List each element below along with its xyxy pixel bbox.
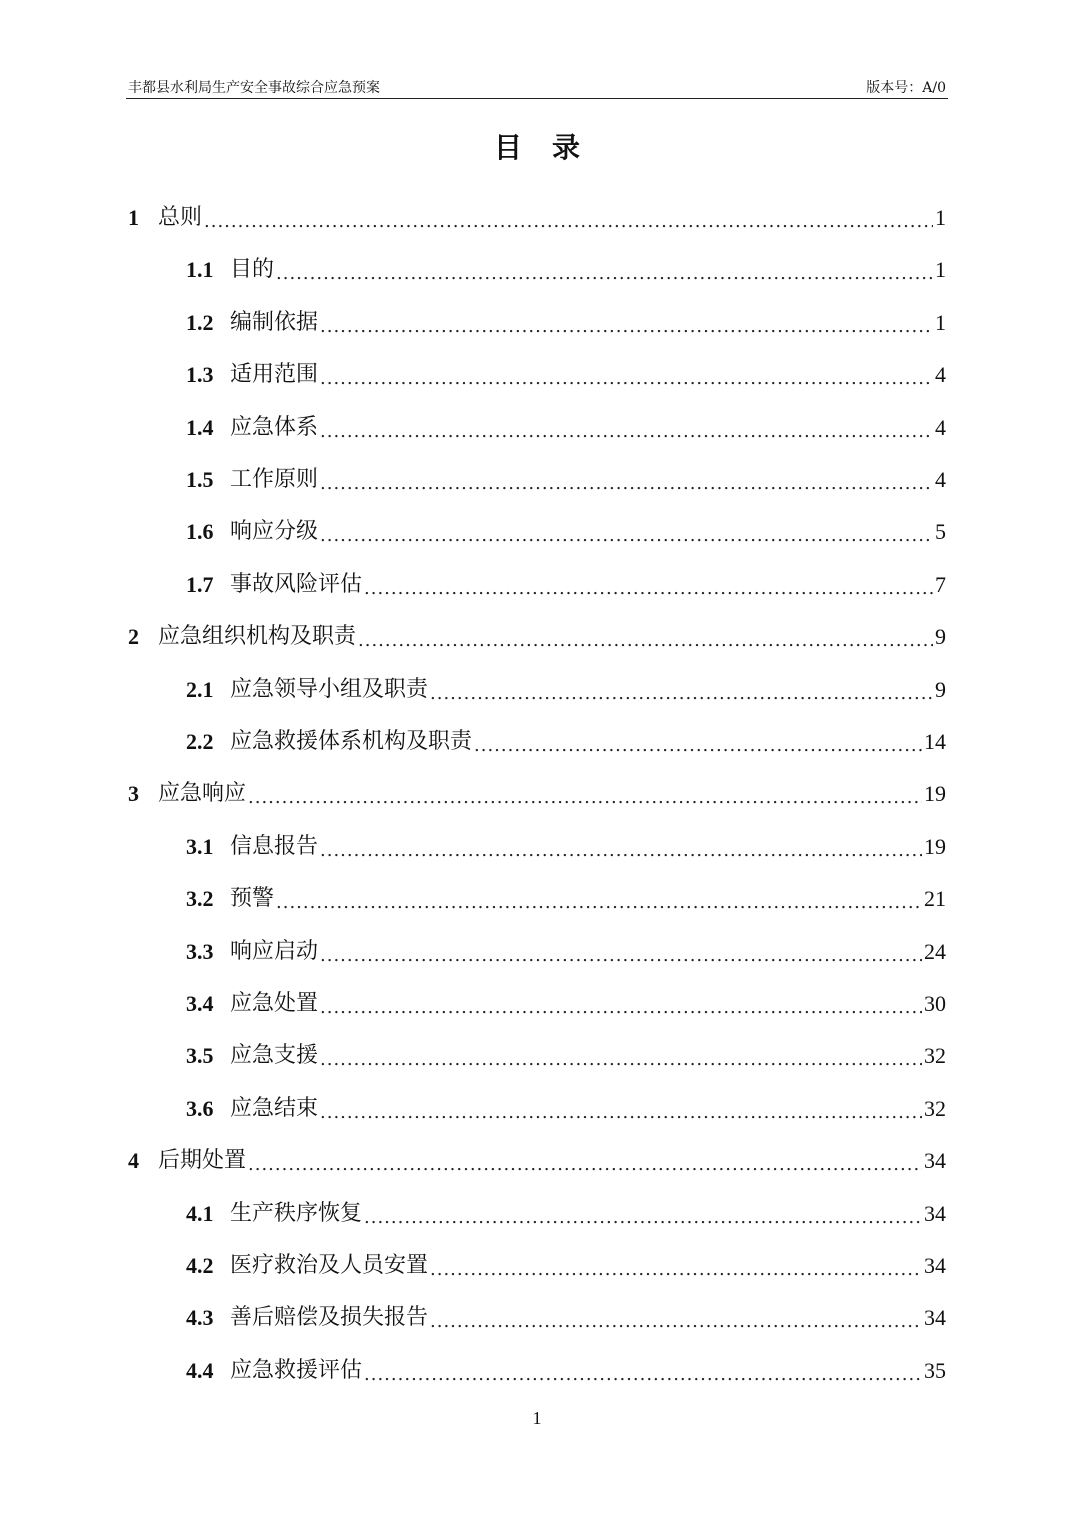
toc-leader-dots <box>320 832 922 862</box>
toc-entry-page: 32 <box>924 1043 946 1068</box>
toc-entry-number: 3.3 <box>186 939 214 964</box>
toc-entry[interactable] <box>186 413 946 443</box>
toc-leader-dots <box>276 255 933 285</box>
toc-entry-number: 3.6 <box>186 1096 214 1121</box>
toc-entry-page: 21 <box>924 886 946 911</box>
toc-leader-dots <box>248 779 922 809</box>
toc-entry-number: 1.2 <box>186 310 214 335</box>
toc-entry[interactable] <box>186 1041 946 1071</box>
toc-entry[interactable] <box>186 255 946 285</box>
toc-leader-dots <box>320 989 922 1019</box>
toc-entry-page: 5 <box>935 519 946 544</box>
toc-leader-dots <box>320 1041 922 1071</box>
toc-entry-label: 应急支援 <box>230 1043 319 1068</box>
toc-entry-label: 应急领导小组及职责 <box>230 677 429 702</box>
toc-entry[interactable] <box>128 203 946 233</box>
document-title: 丰都县水利局生产安全事故综合应急预案 <box>128 80 380 96</box>
toc-entry[interactable] <box>128 622 946 652</box>
toc-entry-label: 生产秩序恢复 <box>230 1201 363 1226</box>
toc-entry-label: 应急体系 <box>230 415 319 440</box>
toc-entry-number: 4.4 <box>186 1358 214 1383</box>
toc-entry-number: 1.6 <box>186 519 214 544</box>
toc-leader-dots <box>204 203 933 233</box>
toc-leader-dots <box>320 308 933 338</box>
toc-leader-dots <box>358 622 933 652</box>
toc-entry[interactable] <box>186 989 946 1019</box>
toc-entry-page: 24 <box>924 939 946 964</box>
toc-leader-dots <box>320 465 933 495</box>
toc-entry[interactable] <box>186 465 946 495</box>
toc-entry-number: 4.2 <box>186 1253 214 1278</box>
toc-entry-page: 34 <box>924 1148 946 1173</box>
toc-entry-label: 应急结束 <box>230 1096 319 1121</box>
toc-leader-dots <box>320 1094 922 1124</box>
toc-entry[interactable] <box>186 937 946 967</box>
toc-entry-number: 3.5 <box>186 1043 214 1068</box>
toc-entry-number: 1.1 <box>186 257 214 282</box>
toc-entry-label: 目的 <box>230 257 275 282</box>
toc-entry-number: 1.5 <box>186 467 214 492</box>
toc-entry-label: 善后赔偿及损失报告 <box>230 1305 429 1330</box>
toc-entry-page: 34 <box>924 1253 946 1278</box>
toc-entry[interactable] <box>186 570 946 600</box>
toc-entry[interactable] <box>186 1094 946 1124</box>
toc-title: 目录 <box>493 131 610 164</box>
toc-entry-page: 9 <box>935 624 946 649</box>
toc-entry-page: 1 <box>935 205 946 230</box>
toc-entry-label: 响应分级 <box>230 519 319 544</box>
toc-entry-label: 应急处置 <box>230 991 319 1016</box>
toc-entry[interactable] <box>186 1356 946 1386</box>
toc-entry-label: 编制依据 <box>230 310 319 335</box>
toc-entry-page: 19 <box>924 834 946 859</box>
toc-entry[interactable] <box>186 360 946 390</box>
toc-entry-page: 34 <box>924 1201 946 1226</box>
toc-entry-label: 医疗救治及人员安置 <box>230 1253 429 1278</box>
toc-entry-page: 32 <box>924 1096 946 1121</box>
toc-entry-label: 响应启动 <box>230 939 319 964</box>
toc-entry-label: 适用范围 <box>230 362 319 387</box>
toc-leader-dots <box>430 1303 922 1333</box>
toc-entry-label: 应急救援评估 <box>230 1358 363 1383</box>
toc-entry-number: 2.1 <box>186 677 214 702</box>
page-number: 1 <box>532 1408 542 1428</box>
toc-entry-page: 9 <box>935 677 946 702</box>
toc-entry-label: 后期处置 <box>158 1148 247 1173</box>
toc-entry-number: 3 <box>128 781 139 806</box>
toc-entry-page: 35 <box>924 1358 946 1383</box>
toc-leader-dots <box>320 360 933 390</box>
toc-entry-page: 34 <box>924 1305 946 1330</box>
toc-entry-number: 1.7 <box>186 572 214 597</box>
toc-entry-number: 1.3 <box>186 362 214 387</box>
toc-leader-dots <box>430 1251 922 1281</box>
toc-entry[interactable] <box>186 308 946 338</box>
toc-entry-label: 应急救援体系机构及职责 <box>230 729 473 754</box>
toc-entry-label: 总则 <box>158 205 203 230</box>
toc-entry[interactable] <box>128 1146 946 1176</box>
toc-leader-dots <box>364 1199 922 1229</box>
toc-entry-number: 4.3 <box>186 1305 214 1330</box>
toc-leader-dots <box>320 937 922 967</box>
toc-entry-page: 19 <box>924 781 946 806</box>
toc-leader-dots <box>474 727 922 757</box>
toc-entry-page: 4 <box>935 362 946 387</box>
toc-entry-page: 30 <box>924 991 946 1016</box>
toc-entry-page: 1 <box>935 257 946 282</box>
toc-entry[interactable] <box>186 884 946 914</box>
toc-entry[interactable] <box>186 832 946 862</box>
toc-entry[interactable] <box>128 779 946 809</box>
toc-entry-label: 工作原则 <box>230 467 319 492</box>
version-number: 版本号：A/0 <box>866 80 946 96</box>
toc-entry-number: 1 <box>128 205 139 230</box>
toc-leader-dots <box>364 1356 922 1386</box>
toc-entry[interactable] <box>186 727 946 757</box>
toc-entry-number: 2.2 <box>186 729 214 754</box>
toc-entry[interactable] <box>186 1303 946 1333</box>
toc-entry-label: 应急响应 <box>158 781 247 806</box>
toc-entry-label: 信息报告 <box>230 834 319 859</box>
toc-entry-number: 4 <box>128 1148 139 1173</box>
toc-entry-number: 3.1 <box>186 834 214 859</box>
toc-entry-number: 3.4 <box>186 991 214 1016</box>
toc-entry[interactable] <box>186 1199 946 1229</box>
toc-entry-page: 14 <box>924 729 946 754</box>
toc-entry[interactable] <box>186 1251 946 1281</box>
toc-entry[interactable] <box>186 675 946 705</box>
toc-leader-dots <box>276 884 922 914</box>
toc-entry-label: 预警 <box>230 886 275 911</box>
toc-leader-dots <box>248 1146 922 1176</box>
toc-entry-number: 4.1 <box>186 1201 214 1226</box>
toc-entry-page: 1 <box>935 310 946 335</box>
toc-leader-dots <box>364 570 933 600</box>
toc-entry-page: 4 <box>935 467 946 492</box>
toc-entry-number: 2 <box>128 624 139 649</box>
toc-leader-dots <box>320 413 933 443</box>
toc-entry-label: 事故风险评估 <box>230 572 363 597</box>
toc-entry-page: 4 <box>935 415 946 440</box>
page-header <box>126 78 948 99</box>
toc-entry-number: 3.2 <box>186 886 214 911</box>
toc-entry[interactable] <box>186 517 946 547</box>
toc-leader-dots <box>430 675 933 705</box>
toc-entry-label: 应急组织机构及职责 <box>158 624 357 649</box>
toc-entry-page: 7 <box>935 572 946 597</box>
toc-entry-number: 1.4 <box>186 415 214 440</box>
toc-leader-dots <box>320 517 933 547</box>
